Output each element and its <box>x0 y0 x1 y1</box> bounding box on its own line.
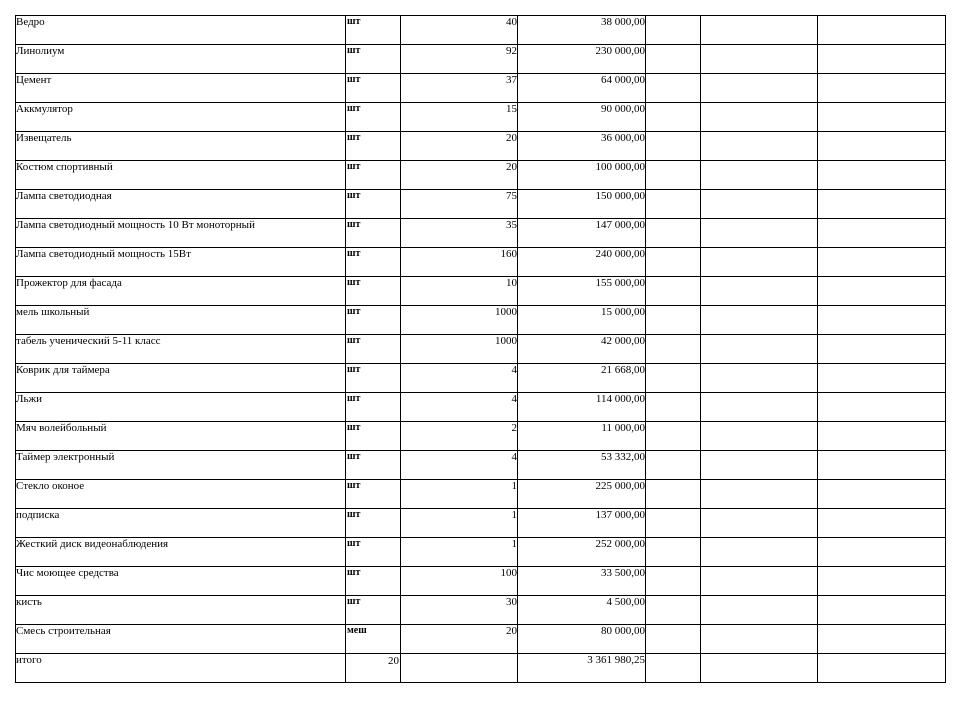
item-quantity: 37 <box>401 74 518 103</box>
table-row <box>16 219 946 248</box>
item-sum: 114 000,00 <box>518 393 646 422</box>
table-row <box>16 103 946 132</box>
empty-cell-1 <box>646 422 701 451</box>
empty-cell-1 <box>646 132 701 161</box>
empty-cell-3 <box>818 103 946 132</box>
item-name: табель ученический 5-11 класс <box>16 335 346 364</box>
table-row <box>16 625 946 654</box>
item-sum: 80 000,00 <box>518 625 646 654</box>
item-sum: 11 000,00 <box>518 422 646 451</box>
item-quantity: 2 <box>401 422 518 451</box>
item-name: Линолиум <box>16 45 346 74</box>
empty-cell-2 <box>701 335 818 364</box>
item-name: мель школьный <box>16 306 346 335</box>
item-unit-cell <box>346 103 401 132</box>
item-quantity: 15 <box>401 103 518 132</box>
item-unit: шт <box>347 422 361 433</box>
item-quantity: 20 <box>401 132 518 161</box>
table-row <box>16 277 946 306</box>
empty-cell-3 <box>818 335 946 364</box>
empty-cell-3 <box>818 625 946 654</box>
empty-cell-2 <box>701 625 818 654</box>
inventory-table <box>15 15 946 683</box>
empty-cell-3 <box>818 277 946 306</box>
item-unit-cell <box>346 248 401 277</box>
item-unit-cell <box>346 480 401 509</box>
item-quantity: 4 <box>401 451 518 480</box>
total-qty-cell <box>401 654 518 683</box>
empty-cell-1 <box>646 161 701 190</box>
item-sum: 4 500,00 <box>518 596 646 625</box>
item-unit-cell <box>346 625 401 654</box>
empty-cell-3 <box>818 161 946 190</box>
empty-cell-1 <box>646 248 701 277</box>
empty-cell-3 <box>818 596 946 625</box>
item-unit-cell <box>346 74 401 103</box>
empty-cell-3 <box>818 480 946 509</box>
table-row <box>16 480 946 509</box>
item-sum: 33 500,00 <box>518 567 646 596</box>
item-unit: шт <box>347 16 361 27</box>
total-empty-cell-2 <box>701 654 818 683</box>
inventory-sheet <box>15 15 945 683</box>
item-unit: шт <box>347 509 361 520</box>
item-sum: 240 000,00 <box>518 248 646 277</box>
empty-cell-1 <box>646 45 701 74</box>
table-row <box>16 538 946 567</box>
empty-cell-2 <box>701 248 818 277</box>
item-unit: меш <box>347 625 367 636</box>
item-unit: шт <box>347 132 361 143</box>
empty-cell-3 <box>818 219 946 248</box>
empty-cell-3 <box>818 74 946 103</box>
empty-cell-2 <box>701 16 818 45</box>
empty-cell-2 <box>701 219 818 248</box>
empty-cell-3 <box>818 248 946 277</box>
empty-cell-2 <box>701 480 818 509</box>
inventory-table-body <box>16 16 946 683</box>
empty-cell-2 <box>701 277 818 306</box>
item-name: Аккмулятор <box>16 103 346 132</box>
table-row <box>16 335 946 364</box>
empty-cell-2 <box>701 393 818 422</box>
empty-cell-3 <box>818 422 946 451</box>
item-name: Лампа светодиодный мощность 10 Вт моноторный <box>16 219 346 248</box>
item-quantity: 30 <box>401 596 518 625</box>
empty-cell-2 <box>701 596 818 625</box>
empty-cell-1 <box>646 538 701 567</box>
item-sum: 230 000,00 <box>518 45 646 74</box>
table-row <box>16 567 946 596</box>
item-sum: 64 000,00 <box>518 74 646 103</box>
item-name: Таймер электронный <box>16 451 346 480</box>
item-unit: шт <box>347 480 361 491</box>
item-unit: шт <box>347 103 361 114</box>
empty-cell-3 <box>818 45 946 74</box>
empty-cell-1 <box>646 16 701 45</box>
empty-cell-3 <box>818 509 946 538</box>
empty-cell-3 <box>818 364 946 393</box>
item-quantity: 1000 <box>401 306 518 335</box>
empty-cell-3 <box>818 393 946 422</box>
item-unit-cell <box>346 335 401 364</box>
total-empty-cell-1 <box>646 654 701 683</box>
item-sum: 225 000,00 <box>518 480 646 509</box>
item-unit-cell <box>346 422 401 451</box>
empty-cell-3 <box>818 16 946 45</box>
item-name: Жесткий диск видеонаблюдения <box>16 538 346 567</box>
item-sum: 36 000,00 <box>518 132 646 161</box>
empty-cell-1 <box>646 393 701 422</box>
item-unit: шт <box>347 393 361 404</box>
item-name: Лампа светодиодная <box>16 190 346 219</box>
table-row <box>16 364 946 393</box>
empty-cell-2 <box>701 45 818 74</box>
empty-cell-1 <box>646 74 701 103</box>
item-unit: шт <box>347 277 361 288</box>
empty-cell-1 <box>646 277 701 306</box>
item-name: Цемент <box>16 74 346 103</box>
item-name: Чис моющее средства <box>16 567 346 596</box>
item-quantity: 10 <box>401 277 518 306</box>
item-sum: 150 000,00 <box>518 190 646 219</box>
total-empty-cell-3 <box>818 654 946 683</box>
item-unit-cell <box>346 393 401 422</box>
empty-cell-1 <box>646 596 701 625</box>
empty-cell-1 <box>646 480 701 509</box>
item-sum: 252 000,00 <box>518 538 646 567</box>
item-unit-cell <box>346 306 401 335</box>
table-row <box>16 306 946 335</box>
item-quantity: 20 <box>401 161 518 190</box>
empty-cell-3 <box>818 451 946 480</box>
empty-cell-2 <box>701 132 818 161</box>
item-quantity: 1 <box>401 509 518 538</box>
item-sum: 147 000,00 <box>518 219 646 248</box>
total-sum: 3 361 980,25 <box>518 654 646 683</box>
item-quantity: 40 <box>401 16 518 45</box>
item-quantity: 92 <box>401 45 518 74</box>
empty-cell-1 <box>646 103 701 132</box>
item-quantity: 35 <box>401 219 518 248</box>
item-unit-cell <box>346 538 401 567</box>
empty-cell-2 <box>701 567 818 596</box>
item-unit: шт <box>347 567 361 578</box>
item-sum: 21 668,00 <box>518 364 646 393</box>
item-unit: шт <box>347 335 361 346</box>
empty-cell-1 <box>646 364 701 393</box>
item-name: Смесь строительная <box>16 625 346 654</box>
item-unit-cell <box>346 16 401 45</box>
table-row <box>16 132 946 161</box>
item-quantity: 1 <box>401 538 518 567</box>
item-quantity: 4 <box>401 364 518 393</box>
item-name: Стекло оконое <box>16 480 346 509</box>
table-row <box>16 74 946 103</box>
empty-cell-3 <box>818 538 946 567</box>
table-row <box>16 248 946 277</box>
table-row <box>16 190 946 219</box>
empty-cell-2 <box>701 451 818 480</box>
table-row <box>16 161 946 190</box>
item-name: Прожектор для фасада <box>16 277 346 306</box>
item-quantity: 75 <box>401 190 518 219</box>
empty-cell-3 <box>818 132 946 161</box>
item-name: Извещатель <box>16 132 346 161</box>
item-unit: шт <box>347 74 361 85</box>
item-sum: 38 000,00 <box>518 16 646 45</box>
item-name: Мяч волейбольный <box>16 422 346 451</box>
table-row <box>16 393 946 422</box>
total-label: итого <box>16 654 346 683</box>
total-count-cell <box>346 654 401 683</box>
total-count: 20 <box>388 655 399 667</box>
table-row <box>16 451 946 480</box>
item-sum: 90 000,00 <box>518 103 646 132</box>
item-unit: шт <box>347 190 361 201</box>
item-unit: шт <box>347 45 361 56</box>
item-sum: 137 000,00 <box>518 509 646 538</box>
item-unit-cell <box>346 451 401 480</box>
item-unit: шт <box>347 161 361 172</box>
item-sum: 155 000,00 <box>518 277 646 306</box>
empty-cell-1 <box>646 509 701 538</box>
item-unit: шт <box>347 248 361 259</box>
item-name: Лампа светодиодный мощность 15Вт <box>16 248 346 277</box>
item-sum: 100 000,00 <box>518 161 646 190</box>
item-unit: шт <box>347 364 361 375</box>
item-unit-cell <box>346 567 401 596</box>
table-row <box>16 45 946 74</box>
item-unit-cell <box>346 161 401 190</box>
item-unit: шт <box>347 219 361 230</box>
item-unit-cell <box>346 277 401 306</box>
total-row <box>16 654 946 683</box>
empty-cell-2 <box>701 103 818 132</box>
empty-cell-2 <box>701 364 818 393</box>
item-unit: шт <box>347 306 361 317</box>
item-unit: шт <box>347 596 361 607</box>
empty-cell-1 <box>646 567 701 596</box>
item-name: кисть <box>16 596 346 625</box>
item-quantity: 1000 <box>401 335 518 364</box>
empty-cell-2 <box>701 74 818 103</box>
empty-cell-3 <box>818 306 946 335</box>
item-quantity: 160 <box>401 248 518 277</box>
item-sum: 15 000,00 <box>518 306 646 335</box>
empty-cell-2 <box>701 509 818 538</box>
empty-cell-1 <box>646 625 701 654</box>
empty-cell-1 <box>646 190 701 219</box>
item-name: Коврик для таймера <box>16 364 346 393</box>
item-quantity: 20 <box>401 625 518 654</box>
item-unit-cell <box>346 45 401 74</box>
item-unit: шт <box>347 538 361 549</box>
item-name: Костюм спортивный <box>16 161 346 190</box>
item-unit-cell <box>346 364 401 393</box>
empty-cell-2 <box>701 422 818 451</box>
empty-cell-2 <box>701 190 818 219</box>
empty-cell-2 <box>701 161 818 190</box>
table-row <box>16 422 946 451</box>
item-unit-cell <box>346 132 401 161</box>
item-name: подписка <box>16 509 346 538</box>
empty-cell-1 <box>646 306 701 335</box>
item-name: Льжи <box>16 393 346 422</box>
item-unit-cell <box>346 219 401 248</box>
table-row <box>16 596 946 625</box>
item-unit: шт <box>347 451 361 462</box>
item-sum: 42 000,00 <box>518 335 646 364</box>
empty-cell-3 <box>818 190 946 219</box>
empty-cell-2 <box>701 538 818 567</box>
item-quantity: 4 <box>401 393 518 422</box>
empty-cell-1 <box>646 335 701 364</box>
empty-cell-1 <box>646 219 701 248</box>
empty-cell-3 <box>818 567 946 596</box>
empty-cell-1 <box>646 451 701 480</box>
item-name: Ведро <box>16 16 346 45</box>
empty-cell-2 <box>701 306 818 335</box>
item-sum: 53 332,00 <box>518 451 646 480</box>
table-row <box>16 509 946 538</box>
item-quantity: 1 <box>401 480 518 509</box>
item-unit-cell <box>346 509 401 538</box>
item-unit-cell <box>346 596 401 625</box>
item-quantity: 100 <box>401 567 518 596</box>
item-unit-cell <box>346 190 401 219</box>
table-row <box>16 16 946 45</box>
